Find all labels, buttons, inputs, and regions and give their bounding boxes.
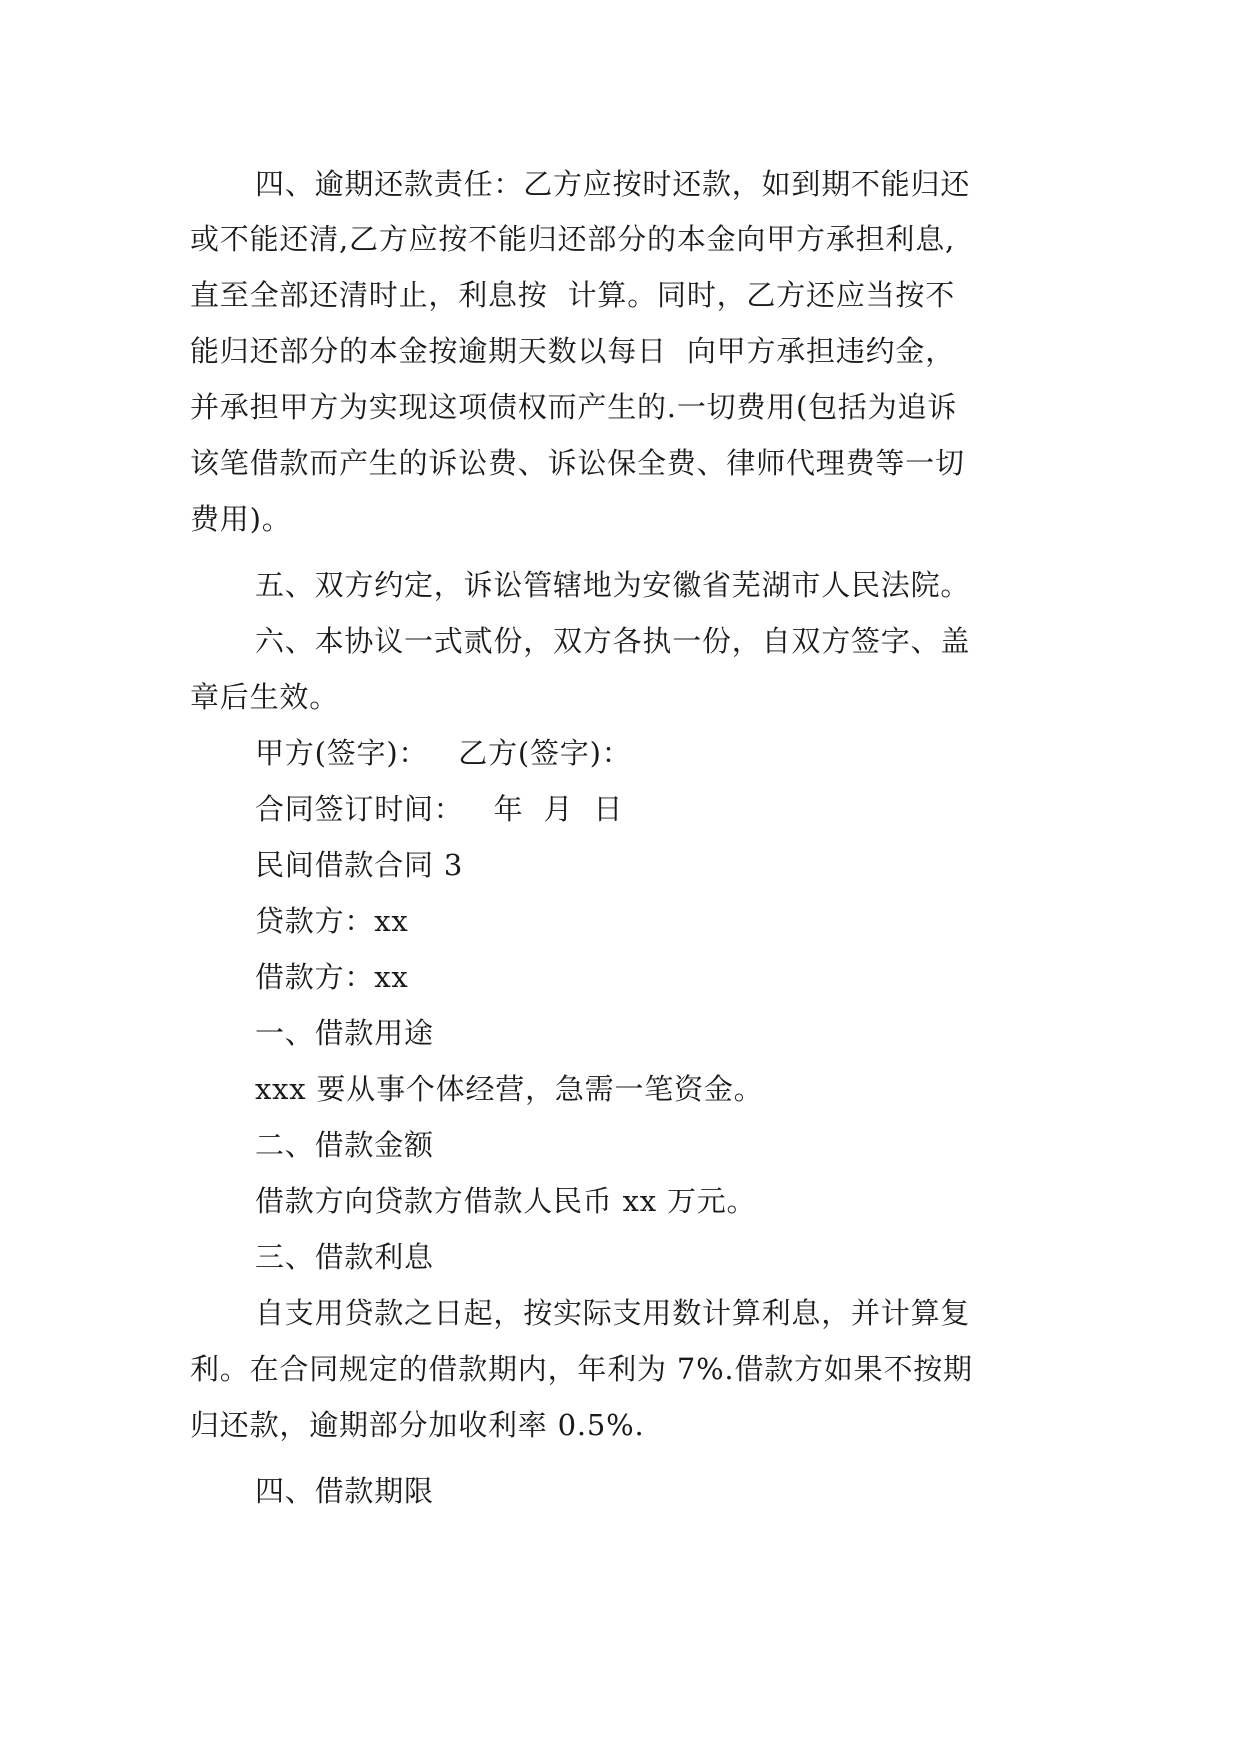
paragraph-line: 并承担甲方为实现这项债权而产生的.一切费用(包括为追诉 <box>190 390 958 424</box>
date-line: 合同签订时间： 年 月 日 <box>255 792 624 826</box>
paragraph-line: 借款方向贷款方借款人民币 xx 万元。 <box>255 1184 757 1218</box>
signature-line: 甲方(签字)： 乙方(签字)： <box>255 736 632 770</box>
paragraph-line: 能归还部分的本金按逾期天数以每日 向甲方承担违约金， <box>190 334 956 368</box>
paragraph-line: 自支用贷款之日起，按实际支用数计算利息，并计算复 <box>255 1296 971 1330</box>
paragraph-line: 该笔借款而产生的诉讼费、诉讼保全费、律师代理费等一切 <box>190 446 965 480</box>
paragraph-line: 四、逾期还款责任：乙方应按时还款，如到期不能归还 <box>255 167 971 201</box>
paragraph-line: 章后生效。 <box>190 680 340 714</box>
paragraph-line: 六、本协议一式贰份，双方各执一份，自双方签字、盖 <box>255 624 971 658</box>
paragraph-line: xxx 要从事个体经营，急需一笔资金。 <box>255 1072 764 1106</box>
lender-line: 贷款方：xx <box>255 904 409 938</box>
clause-heading: 三、借款利息 <box>255 1240 434 1274</box>
paragraph-line: 直至全部还清时止，利息按 计算。同时，乙方还应当按不 <box>190 278 956 312</box>
borrower-line: 借款方：xx <box>255 960 409 994</box>
paragraph-line: 利。在合同规定的借款期内，年利为 7%.借款方如果不按期 <box>190 1352 973 1386</box>
clause-heading: 四、借款期限 <box>255 1474 434 1508</box>
paragraph-line: 五、双方约定，诉讼管辖地为安徽省芜湖市人民法院。 <box>255 568 971 602</box>
paragraph-line: 归还款，逾期部分加收利率 0.5%. <box>190 1408 645 1442</box>
section-title: 民间借款合同 3 <box>255 848 464 882</box>
clause-heading: 一、借款用途 <box>255 1016 434 1050</box>
paragraph-line: 费用)。 <box>190 502 292 536</box>
clause-heading: 二、借款金额 <box>255 1128 434 1162</box>
paragraph-line: 或不能还清,乙方应按不能归还部分的本金向甲方承担利息, <box>190 222 956 256</box>
